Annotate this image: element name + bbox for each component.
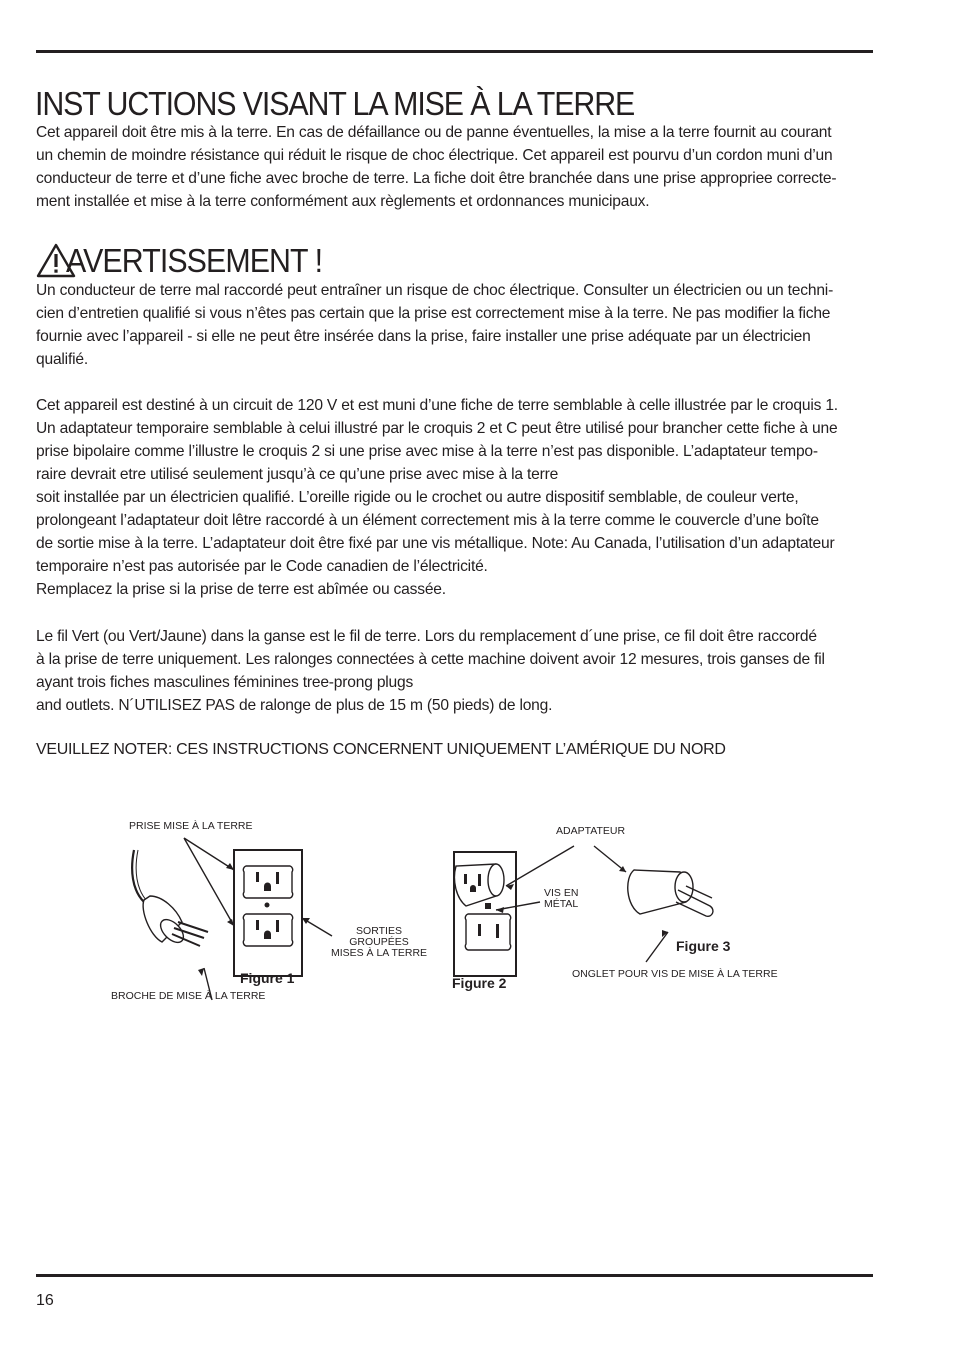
- text-line: Le fil Vert (ou Vert/Jaune) dans la ganse est le fil de terre. Lors du remplacement d´une prise, ce fil doit être raccordé: [36, 628, 817, 645]
- grounding-intro-paragraph: [36, 121, 881, 213]
- label-line: MÉTAL: [544, 898, 579, 910]
- grounding-figures: [100, 810, 820, 1010]
- text-line: un chemin de moindre résistance qui réduit le risque de choc électrique. Cet appareil est pourvu d’un cordon muni d’un: [36, 147, 833, 164]
- text-line: Un conducteur de terre mal raccordé peut entraîner un risque de choc électrique. Consulter un électricien ou un techni-: [36, 282, 834, 299]
- text-line: soit installée par un électricien qualifié. L’oreille rigide ou le crochet ou autre dispositif semblable, de couleur verte,: [36, 489, 799, 506]
- label-line: VIS EN: [544, 887, 579, 899]
- label-line: GROUPÉES: [349, 936, 409, 948]
- text-line: à la prise de terre uniquement. Les ralonges connectées à cette machine doivent avoir 12 mesures, trois ganses de fil: [36, 651, 825, 668]
- text-line: de sortie mise à la terre. L’adaptateur doit être fixé par une vis métallique. Note: Au Canada, l’utilisation d’un adaptateur: [36, 535, 835, 552]
- page-number: 16: [36, 1292, 54, 1309]
- text-line: qualifié.: [36, 351, 88, 368]
- figure-2-caption: Figure 2: [452, 975, 507, 991]
- text-line: Remplacez la prise si la prise de terre est abîmée ou cassée.: [36, 581, 446, 598]
- text-line: conducteur de terre et d’une fiche avec broche de terre. La fiche doit être branchée dans une prise appropriee correcte-: [36, 170, 837, 187]
- text-line: Un adaptateur temporaire semblable à celui illustré par le croquis 2 et C peut être utilisé pour brancher cette fiche à une: [36, 420, 838, 437]
- label-line: SORTIES: [356, 925, 402, 937]
- text-line: raire devrait etre utilisé seulement jusqu’à ce qu’une prise avec mise à la terre: [36, 466, 559, 483]
- warning-paragraph-1: [36, 279, 881, 371]
- text-line: prolongeant l’adaptateur doit lêtre raccordé à un élément correctement mis à la terre comme le couvercle d’une boîte: [36, 512, 819, 529]
- north-america-note: VEUILLEZ NOTER: CES INSTRUCTIONS CONCERNENT UNIQUEMENT L’AMÉRIQUE DU NORD: [36, 741, 726, 758]
- figure-3-caption: Figure 3: [676, 938, 731, 954]
- grounding-instructions-title: INST UCTIONS VISANT LA MISE À LA TERRE: [35, 85, 635, 122]
- grounded-outlet-label: PRISE MISE À LA TERRE: [129, 820, 253, 832]
- text-line: cien d’entretien qualifié si vous n’êtes pas certain que la prise est correctement mise à la terre. Ne pas modifier la fiche: [36, 305, 831, 322]
- top-rule: [36, 50, 873, 53]
- bottom-rule: [36, 1274, 873, 1277]
- text-line: ayant trois fiches masculines féminines tree-prong plugs: [36, 674, 414, 691]
- grouped-outlets-label: [324, 926, 434, 959]
- figure-1-caption: Figure 1: [240, 970, 295, 986]
- text-line: Cet appareil est destiné à un circuit de 120 V et est muni d’une fiche de terre semblable à celle illustrée par le croquis 1.: [36, 397, 838, 414]
- text-line: prise bipolaire comme l’illustre le croquis 2 si une prise avec mise à la terre n’est pas disponible. L’adaptateur tempo-: [36, 443, 818, 460]
- text-line: ment installée et mise à la terre conformément aux règlements et ordonnances municipaux.: [36, 193, 650, 210]
- text-line: fournie avec l’appareil - si elle ne peut être insérée dans la prise, faire installer une prise adéquate par un électricien: [36, 328, 811, 345]
- adapter-label: ADAPTATEUR: [556, 825, 626, 837]
- grounding-prong-label: BROCHE DE MISE À LA TERRE: [111, 990, 266, 1002]
- grounding-tab-label: ONGLET POUR VIS DE MISE À LA TERRE: [572, 968, 778, 980]
- text-line: Cet appareil doit être mis à la terre. En cas de défaillance ou de panne éventuelles, la mise a la terre fournit au courant: [36, 124, 832, 141]
- metal-screw-label: [544, 888, 578, 910]
- warning-title: AVERTISSEMENT !: [66, 242, 323, 279]
- text-line: temporaire n’est pas autorisée par le Code canadien de l’électricité.: [36, 558, 488, 575]
- warning-paragraph-2: [36, 394, 881, 601]
- label-line: MISES À LA TERRE: [330, 947, 428, 959]
- warning-paragraph-3: [36, 625, 881, 717]
- text-line: and outlets. N´UTILISEZ PAS de ralonge de plus de 15 m (50 pieds) de long.: [36, 697, 553, 714]
